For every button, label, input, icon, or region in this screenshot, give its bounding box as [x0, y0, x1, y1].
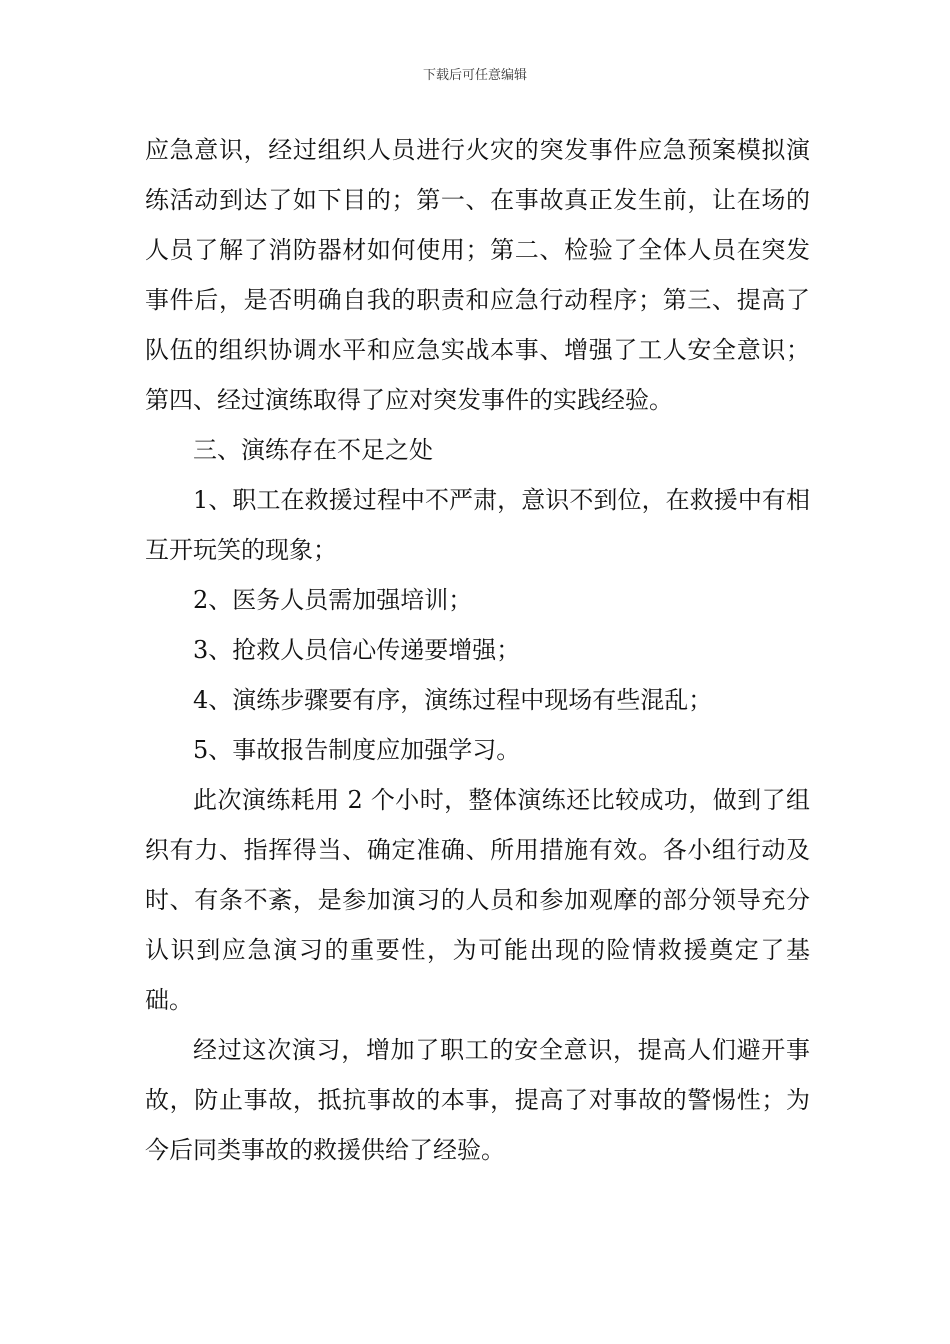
paragraph: 经过这次演习，增加了职工的安全意识，提高人们避开事故，防止事故，抵抗事故的本事，提高了对事故的警惕性；为今后同类事故的救援供给了经验。: [145, 1036, 810, 1164]
document-body: [145, 125, 810, 1175]
list-item: 4、演练步骤要有序，演练过程中现场有些混乱；: [193, 686, 713, 714]
paragraph-continued: 应急意识，经过组织人员进行火灾的突发事件应急预案模拟演练活动到达了如下目的；第一、在事故真正发生前，让在场的人员了解了消防器材如何使用；第二、检验了全体人员在突发事件后，是否明确自我的职责和应急行动程序；第三、提高了队伍的组织协调水平和应急实战本事、增强了工人安全意识；第四、经过演练取得了应对突发事件的实践经验。: [145, 136, 810, 414]
list-item: 2、医务人员需加强培训；: [193, 586, 473, 614]
paragraph: 此次演练耗用 2 个小时，整体演练还比较成功，做到了组织有力、指挥得当、确定准确、所用措施有效。各小组行动及时、有条不紊，是参加演习的人员和参加观摩的部分领导充分认识到应急演习的重要性，为可能出现的险情救援奠定了基础。: [145, 786, 810, 1014]
list-item: 1、职工在救援过程中不严肃，意识不到位，在救援中有相互开玩笑的现象；: [145, 486, 810, 564]
list-item: 3、抢救人员信心传递要增强；: [193, 636, 521, 664]
page-header: 下载后可任意编辑: [422, 68, 527, 83]
list-item: 5、事故报告制度应加强学习。: [193, 736, 521, 764]
section-heading: 三、演练存在不足之处: [193, 436, 433, 464]
